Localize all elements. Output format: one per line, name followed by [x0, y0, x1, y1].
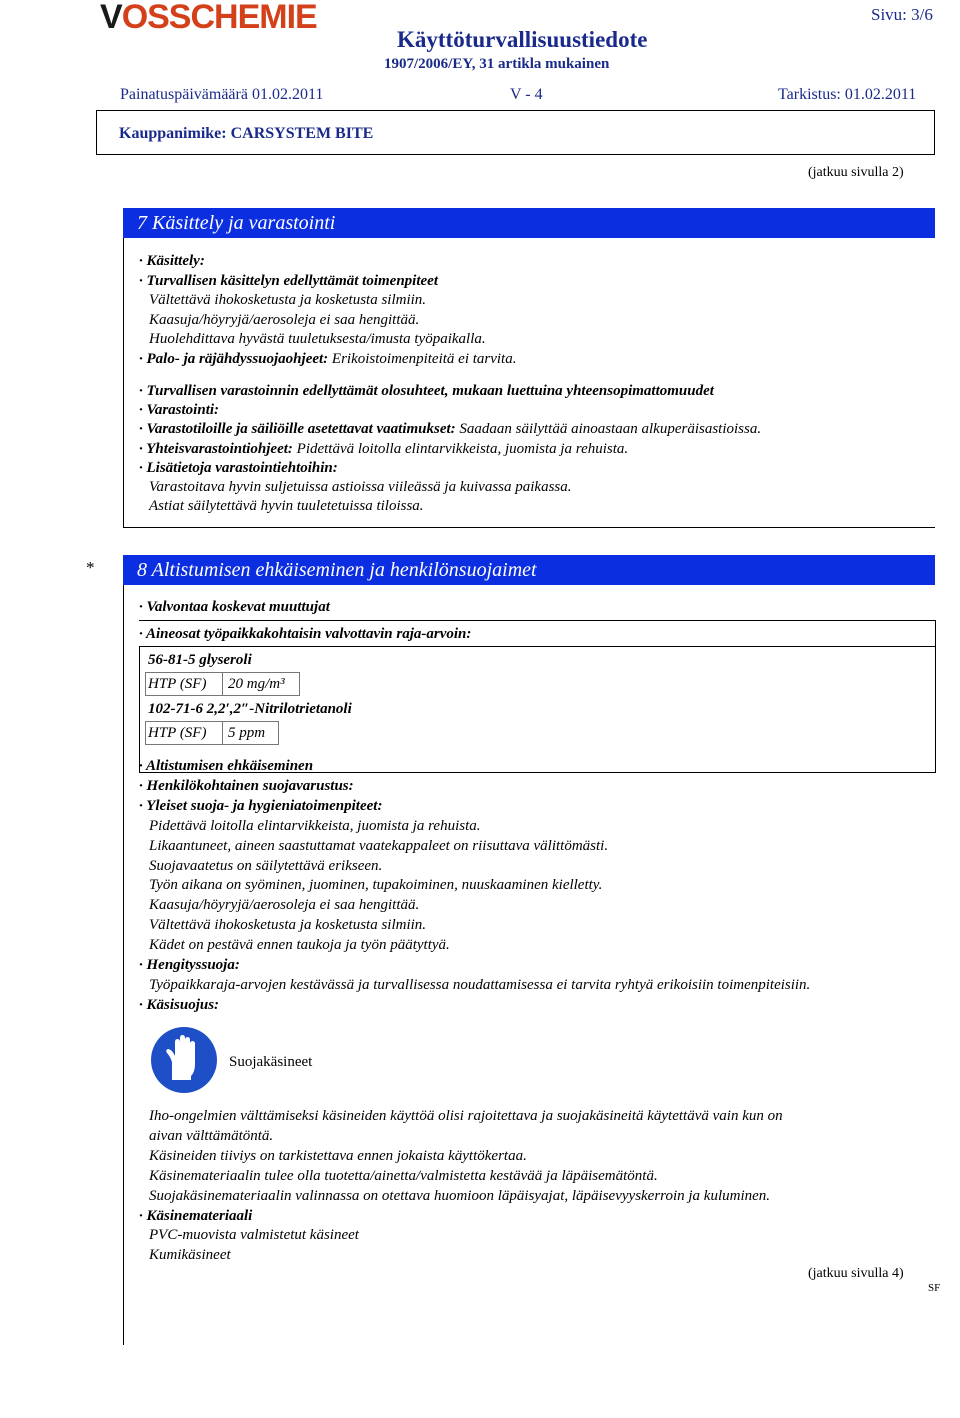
text-line: [139, 251, 205, 271]
substance-name: 56-81-5 glyseroli: [148, 652, 252, 668]
limits-top-rule: [139, 620, 935, 621]
text-line: [139, 439, 628, 459]
glove-icon: [150, 1026, 218, 1094]
line-text: Kaasuja/höyryjä/aerosoleja ei saa hengittää.: [149, 311, 420, 328]
line-text: Saadaan säilyttää ainoastaan alkuperäisastioissa.: [455, 421, 762, 438]
line-text: Suojavaatetus on säilytettävä erikseen.: [149, 857, 383, 874]
limits-right-rule: [935, 620, 936, 773]
text-line: [139, 400, 219, 420]
line-label: · Yhteisvarastointiohjeet:: [139, 440, 293, 457]
company-logo: [100, 0, 317, 37]
line-label: · Henkilökohtainen suojavarustus:: [139, 777, 354, 794]
line-text: Vältettävä ihokosketusta ja kosketusta silmiin.: [149, 917, 427, 934]
line-text: Vältettävä ihokosketusta ja kosketusta silmiin.: [149, 292, 427, 308]
text-line: [139, 856, 382, 876]
line-text: Kädet on pestävä ennen taukoja ja työn päätyttyä.: [149, 937, 450, 954]
section-7-bracket: [123, 238, 124, 528]
line-label: · Palo- ja räjähdyssuojaohjeet:: [139, 350, 329, 367]
logo-letter-v: V: [100, 0, 122, 36]
line-label: · Altistumisen ehkäiseminen: [139, 758, 314, 774]
limits-heading-rule: [139, 646, 935, 647]
line-label: · Lisätietoja varastointiehtoihin:: [139, 459, 338, 476]
text-line: [139, 875, 602, 895]
revision-date: Tarkistus: 01.02.2011: [778, 86, 917, 103]
limit-cell-box: [145, 721, 279, 745]
continued-to: (jatkuu sivulla 4): [808, 1266, 904, 1281]
section-8-bracket: [123, 585, 124, 1345]
line-text: Käsinemateriaalin tulee olla tuotetta/ainetta/valmistetta kestävää ja läpäisemätöntä.: [149, 1167, 658, 1184]
text-line: [139, 1225, 359, 1245]
text-line: [139, 895, 419, 915]
text-line: [139, 458, 338, 478]
glove-pictogram: [150, 1026, 218, 1094]
glove-label: Suojakäsineet: [229, 1054, 313, 1070]
text-line: [139, 271, 438, 291]
line-text: Pidettävä loitolla elintarvikkeista, juomista ja rehuista.: [292, 440, 629, 457]
text-line: [139, 477, 572, 497]
control-parameters: · Valvontaa koskevat muuttujat: [139, 599, 330, 615]
text-line: [139, 381, 714, 401]
text-line: [139, 1146, 527, 1166]
line-label: · Turvallisen käsittelyn edellyttämät toimenpiteet: [139, 272, 438, 289]
section-7-title: 7 Käsittely ja varastointi: [137, 212, 336, 234]
limit-value: 5 ppm: [228, 725, 266, 741]
line-text: Likaantuneet, aineen saastuttamat vaatekappaleet on riisuttava välittömästi.: [149, 837, 609, 854]
text-line: [139, 995, 219, 1015]
text-line: [139, 329, 486, 349]
text-line: [139, 1166, 658, 1186]
line-text: Työn aikana on syöminen, juominen, tupakoiminen, nuuskaaminen kielletty.: [149, 877, 603, 894]
text-line: [139, 419, 761, 439]
line-label: · Yleiset suoja- ja hygieniatoimenpiteet:: [139, 797, 383, 814]
text-line: [139, 816, 481, 836]
substance-name: 102-71-6 2,2′,2″-Nitrilotrietanoli: [148, 701, 352, 717]
line-label: · Käsisuojus:: [139, 996, 220, 1013]
limit-cell-divider: [222, 672, 223, 696]
line-text: Suojakäsinemateriaalin valinnassa on otettava huomioon läpäisyajat, läpäisevyyskerroin ja kuluminen.: [149, 1187, 771, 1204]
document-subtitle: 1907/2006/EY, 31 artikla mukainen: [384, 56, 610, 72]
section-8-title: 8 Altistumisen ehkäiseminen ja henkilönsuojaimet: [137, 559, 537, 581]
limit-type: HTP (SF): [148, 725, 207, 741]
text-line: [139, 496, 424, 516]
section-8-header: [123, 555, 935, 585]
text-line: [139, 349, 516, 369]
text-line: [139, 935, 450, 955]
change-marker: *: [86, 558, 95, 577]
continued-from: (jatkuu sivulla 2): [808, 165, 904, 180]
line-text: Pidettävä loitolla elintarvikkeista, juomista ja rehuista.: [149, 817, 481, 834]
text-line: [139, 796, 382, 816]
line-text: aivan välttämätöntä.: [149, 1127, 274, 1144]
text-line: [139, 310, 419, 330]
line-text: Kumikäsineet: [149, 1247, 231, 1264]
line-label: · Käsittely:: [139, 253, 205, 269]
trade-name: Kauppanimike: CARSYSTEM BITE: [119, 125, 374, 142]
limit-value: 20 mg/m³: [228, 676, 285, 692]
text-line: [139, 776, 354, 796]
line-label: · Varastotiloille ja säiliöille asetettavat vaatimukset:: [139, 421, 456, 438]
text-line: [139, 975, 810, 995]
text-line: [139, 915, 426, 935]
text-line: [139, 1206, 252, 1226]
text-line: [139, 1245, 231, 1265]
language-code: SF: [928, 1282, 941, 1294]
line-text: Varastoitava hyvin suljetuissa astioissa viileässä ja kuivassa paikassa.: [149, 479, 572, 495]
print-date: Painatuspäivämäärä 01.02.2011: [120, 86, 324, 103]
line-text: Huolehdittava hyvästä tuuletuksesta/imusta työpaikalla.: [149, 331, 486, 347]
limit-type: HTP (SF): [148, 676, 207, 692]
text-line: [139, 1126, 273, 1146]
text-line: [139, 955, 240, 975]
trade-name-box: [96, 110, 935, 155]
limits-heading: · Aineosat työpaikkakohtaisin valvottavin raja-arvoin:: [139, 626, 472, 642]
document-title: Käyttöturvallisuustiedote: [397, 27, 648, 52]
text-line: [139, 1106, 783, 1126]
version: V - 4: [510, 86, 543, 103]
line-label: · Hengityssuoja:: [139, 957, 240, 973]
section-7-bottom-rule: [123, 527, 935, 528]
line-text: Työpaikkaraja-arvojen kestävässä ja turvallisessa noudattamisessa ei tarvita ryhtyä erikoisiin toimenpiteisiin.: [149, 976, 811, 993]
text-line: [139, 290, 426, 310]
page-number: Sivu: 3/6: [871, 5, 933, 24]
line-label: · Käsinemateriaali: [139, 1207, 253, 1224]
line-text: Kaasuja/höyryjä/aerosoleja ei saa hengittää.: [149, 897, 420, 914]
line-text: Iho-ongelmien välttämiseksi käsineiden käyttöä olisi rajoitettava ja suojakäsineitä käytettävä vain kun on: [149, 1108, 783, 1124]
limit-cell-divider: [222, 721, 223, 745]
section-7-header: [123, 208, 935, 238]
text-line: [139, 836, 608, 856]
line-text: Erikoistoimenpiteitä ei tarvita.: [328, 350, 517, 367]
limits-left-rule: [139, 646, 140, 773]
logo-wordmark: OSSCHEMIE: [121, 0, 317, 36]
line-text: Astiat säilytettävä hyvin tuuletetuissa tiloissa.: [149, 498, 424, 515]
line-text: PVC-muovista valmistetut käsineet: [149, 1227, 359, 1244]
line-label: · Varastointi:: [139, 402, 220, 419]
text-line: [139, 756, 313, 776]
line-label: · Turvallisen varastoinnin edellyttämät olosuhteet, mukaan luettuina yhteensopimattomuudet: [139, 383, 714, 399]
line-text: Käsineiden tiiviys on tarkistettava ennen jokaista käyttökertaa.: [149, 1147, 527, 1164]
text-line: [139, 1186, 770, 1206]
